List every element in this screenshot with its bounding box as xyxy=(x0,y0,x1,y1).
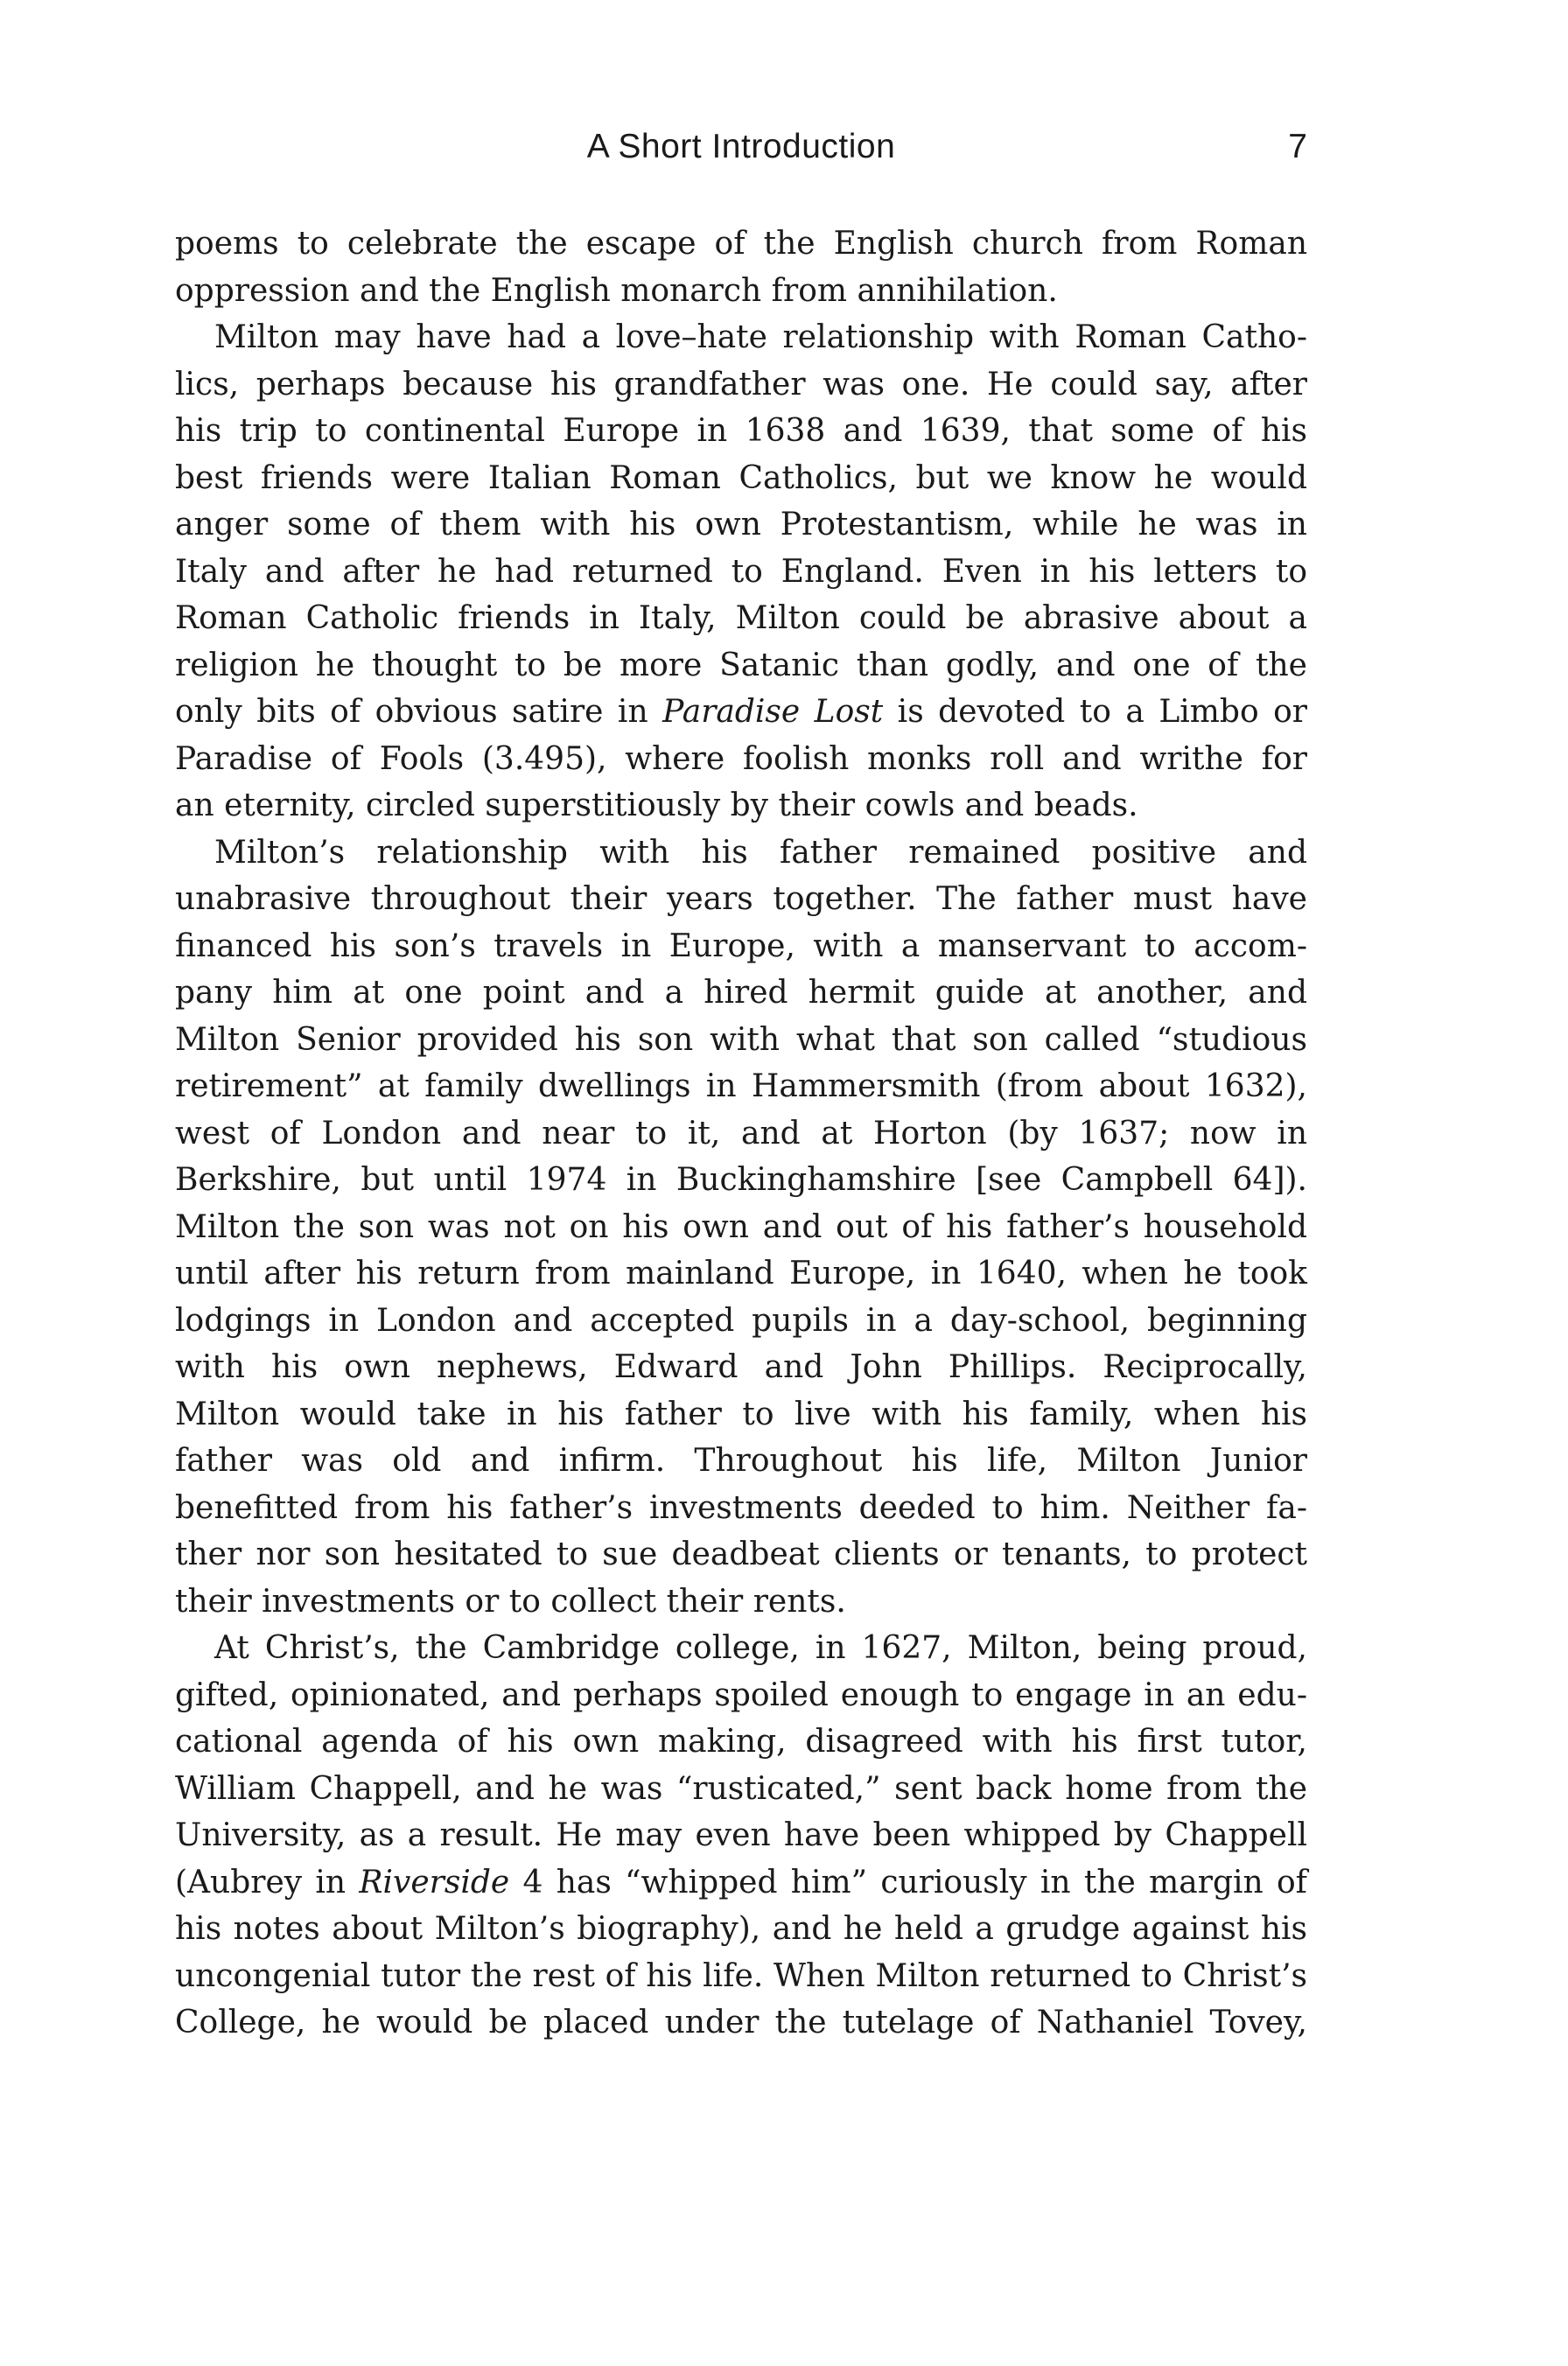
running-head: A Short Introduction xyxy=(586,128,896,165)
text-line: until after his return from mainland Europe, in 1640, when he took xyxy=(175,1256,1307,1292)
text-line: his notes about Milton’s biography), and he held a grudge against his xyxy=(175,1911,1307,1947)
text-line: financed his son’s travels in Europe, with a manservant to accom- xyxy=(175,928,1307,964)
text-line: his trip to continental Europe in 1638 and 1639, that some of his xyxy=(175,413,1307,449)
text-run: only bits of obvious satire in xyxy=(175,694,663,730)
paragraph xyxy=(175,1625,1307,2047)
text-line: Milton may have had a love–hate relationship with Roman Catho- xyxy=(214,319,1307,355)
text-line: oppression and the English monarch from annihilation. xyxy=(175,272,1058,309)
paragraph xyxy=(175,314,1307,830)
text-line: Milton would take in his father to live with his family, when his xyxy=(175,1396,1307,1432)
book-title-riverside: Riverside xyxy=(359,1864,510,1900)
text-line: best friends were Italian Roman Catholics, but we know he would xyxy=(175,459,1307,496)
text-line: College, he would be placed under the tutelage of Nathaniel Tovey, xyxy=(175,2005,1307,2040)
text-line: poems to celebrate the escape of the English church from Roman xyxy=(175,226,1307,262)
text-line: anger some of them with his own Protestantism, while he was in xyxy=(175,507,1307,542)
text-line: Roman Catholic friends in Italy, Milton could be abrasive about a xyxy=(175,600,1307,636)
page-header xyxy=(175,121,1307,173)
text-line: Milton’s relationship with his father remained positive and xyxy=(214,834,1307,871)
text-line: Milton Senior provided his son with what that son called “studious xyxy=(175,1021,1307,1058)
book-title-paradise-lost: Paradise Lost xyxy=(662,694,884,730)
text-line: Milton the son was not on his own and out of his father’s household xyxy=(175,1208,1307,1245)
text-line: Italy and after he had returned to England. Even in his letters to xyxy=(175,553,1307,590)
text-line: unabrasive throughout their years together. The father must have xyxy=(175,881,1307,917)
text-line: Paradise of Fools (3.495), where foolish monks roll and writhe for xyxy=(175,740,1307,777)
text-line: gifted, opinionated, and perhaps spoiled enough to engage in an edu- xyxy=(175,1676,1307,1713)
body-text xyxy=(175,220,1307,2047)
text-line: with his own nephews, Edward and John Phillips. Reciprocally, xyxy=(175,1349,1307,1385)
text-line: an eternity, circled superstitiously by their cowls and beads. xyxy=(175,788,1138,823)
text-line xyxy=(175,689,1307,736)
text-line: cational agenda of his own making, disagreed with his first tutor, xyxy=(175,1724,1307,1760)
text-line: west of London and near to it, and at Horton (by 1637; now in xyxy=(175,1115,1307,1152)
text-line xyxy=(175,1859,1307,1907)
text-run: is devoted to a Limbo or xyxy=(883,694,1308,730)
text-run: (Aubrey in xyxy=(175,1864,360,1900)
text-line: ther nor son hesitated to sue deadbeat clients or tenants, to protect xyxy=(175,1536,1307,1572)
text-line: Berkshire, but until 1974 in Buckinghamshire [see Campbell 64]). xyxy=(175,1162,1307,1198)
text-line: religion he thought to be more Satanic than godly, and one of the xyxy=(175,647,1307,683)
text-line: lics, perhaps because his grandfather was one. He could say, after xyxy=(175,366,1307,402)
text-line: their investments or to collect their rents. xyxy=(175,1583,846,1620)
text-line: William Chappell, and he was “rusticated,” sent back home from the xyxy=(175,1770,1307,1807)
paragraph xyxy=(175,220,1307,314)
page-number: 7 xyxy=(1288,128,1307,165)
paragraph xyxy=(175,830,1307,1626)
text-line: University, as a result. He may even have been whipped by Chappell xyxy=(175,1817,1307,1853)
text-line: father was old and infirm. Throughout his life, Milton Junior xyxy=(175,1443,1307,1479)
text-line: lodgings in London and accepted pupils in a day-school, beginning xyxy=(175,1302,1307,1339)
text-line: benefitted from his father’s investments deeded to him. Neither fa- xyxy=(175,1489,1307,1526)
text-line: retirement” at family dwellings in Hammersmith (from about 1632), xyxy=(175,1068,1307,1104)
text-run: 4 has “whipped him” curiously in the margin of xyxy=(509,1864,1307,1900)
text-line: At Christ’s, the Cambridge college, in 1627, Milton, being proud, xyxy=(214,1630,1307,1666)
text-line: uncongenial tutor the rest of his life. When Milton returned to Christ’s xyxy=(175,1957,1307,1994)
text-line: pany him at one point and a hired hermit guide at another, and xyxy=(175,975,1307,1011)
